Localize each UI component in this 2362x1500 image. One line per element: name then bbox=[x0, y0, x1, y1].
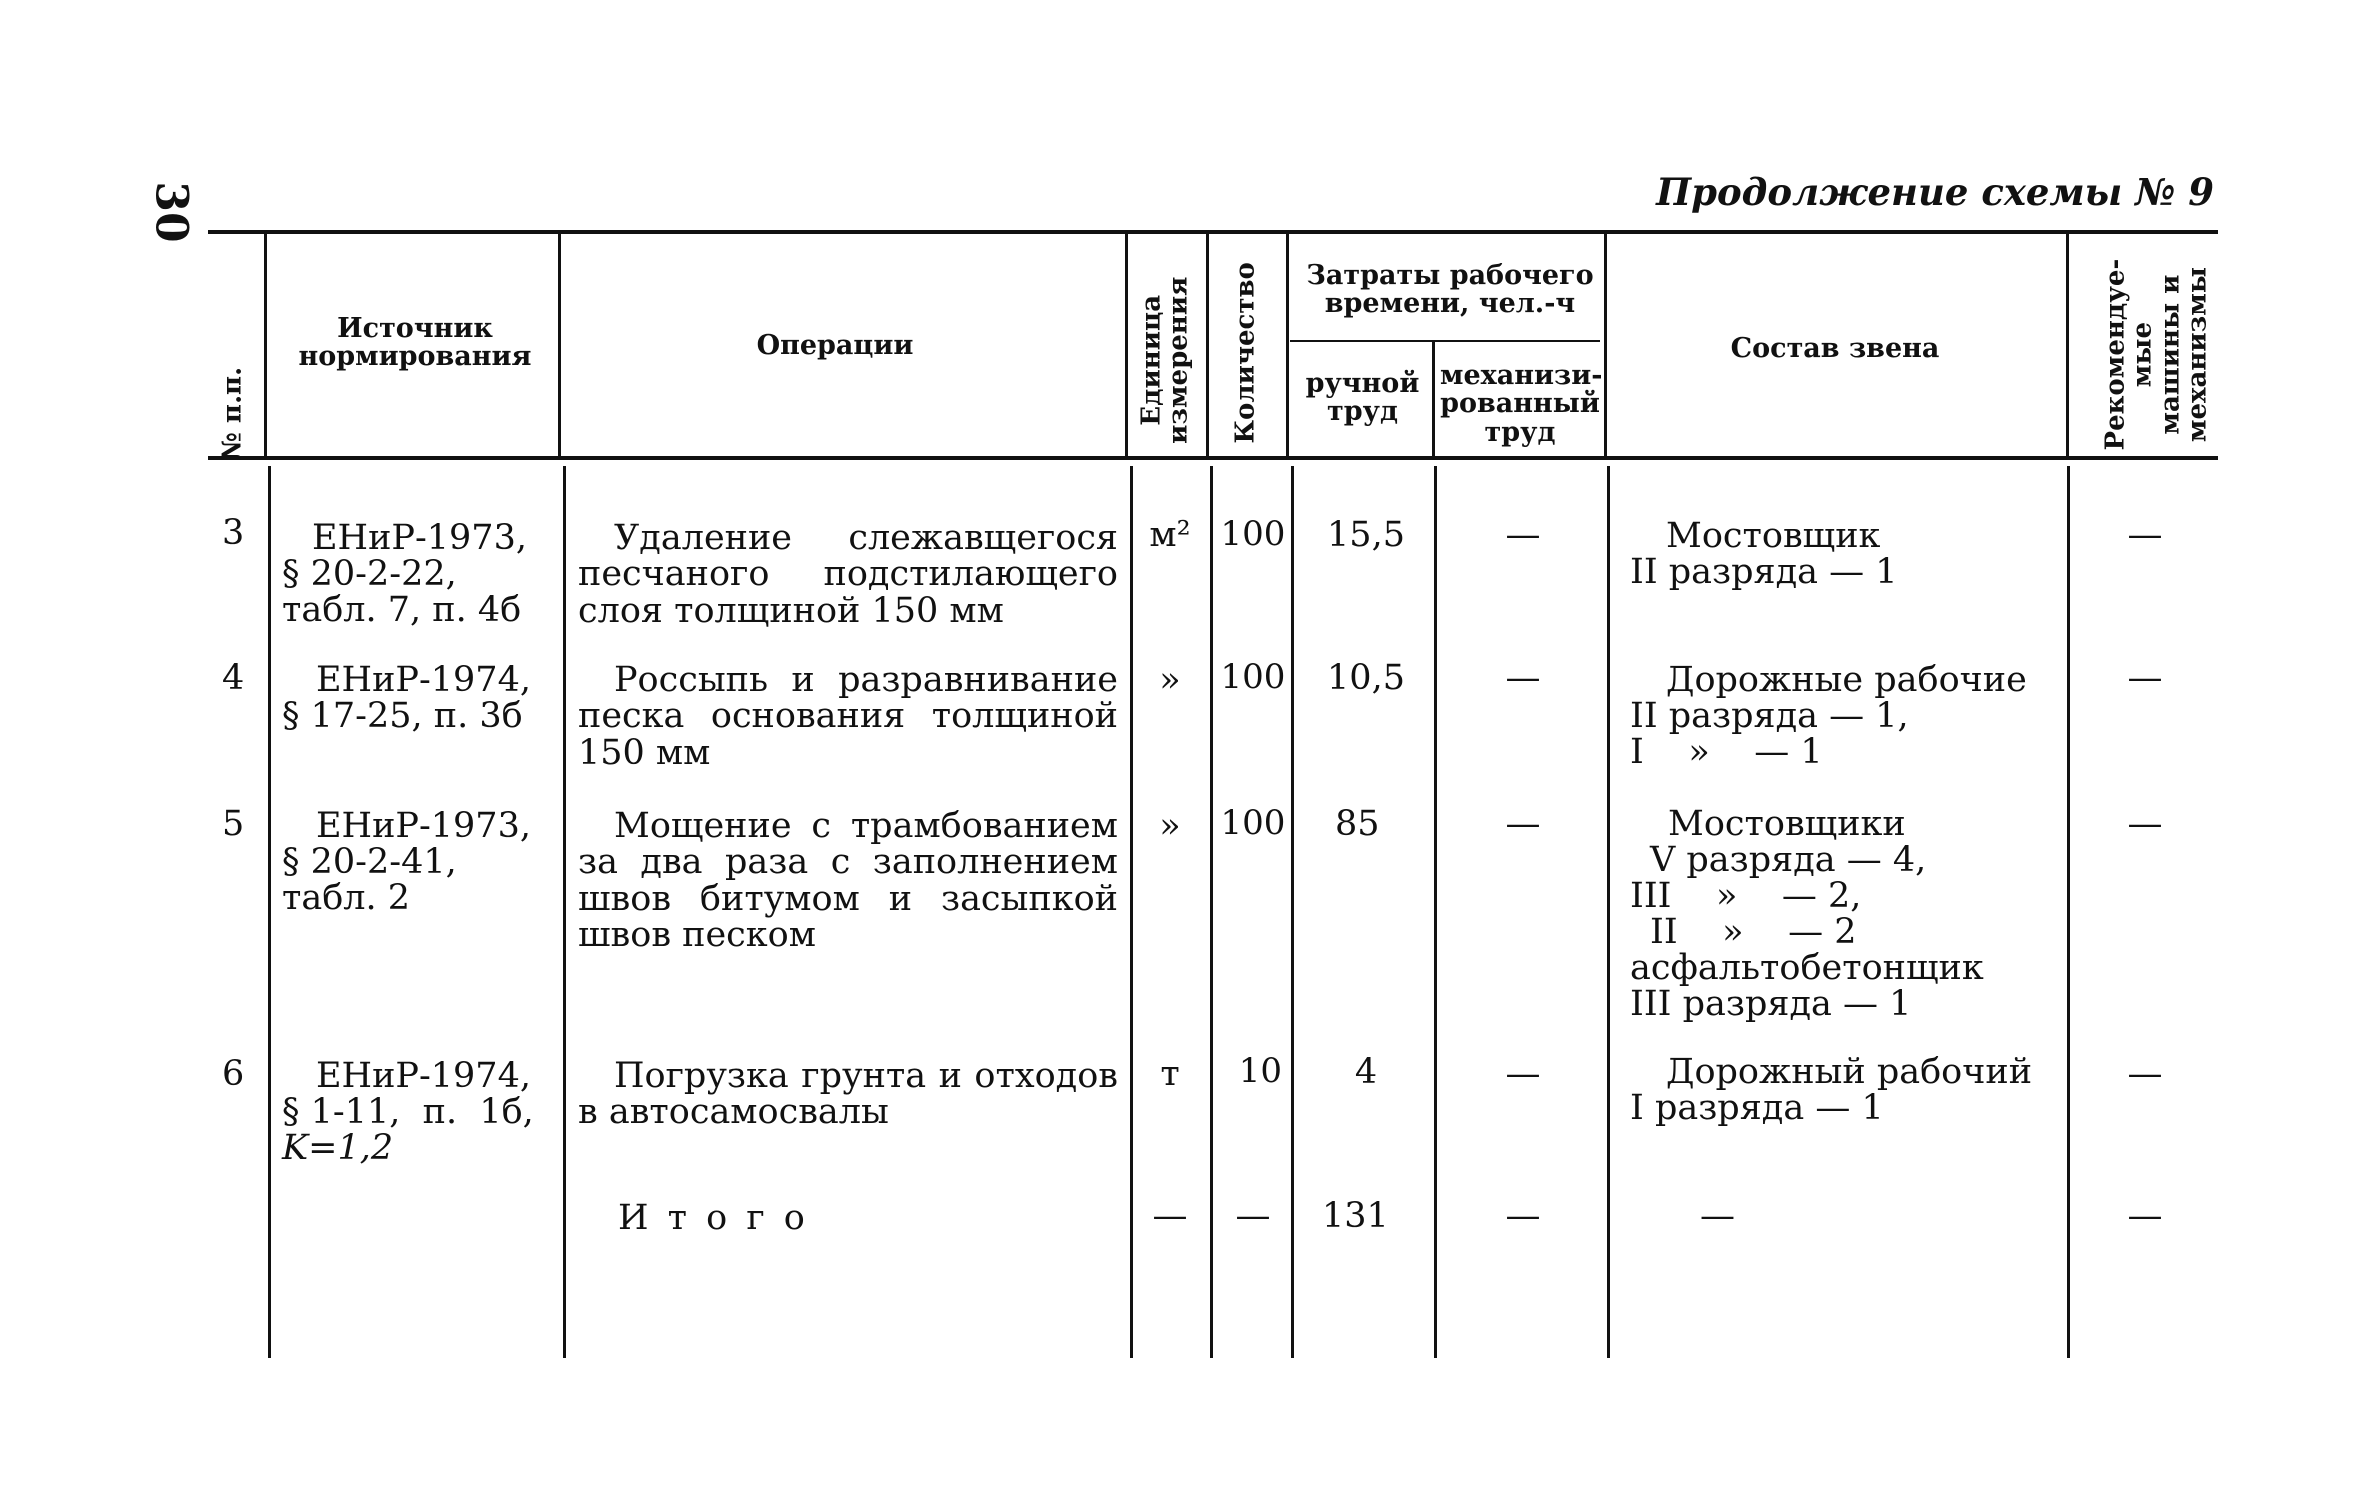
header-col-divider bbox=[1206, 234, 1209, 456]
table-caption: Продолжение схемы № 9 bbox=[1656, 170, 2214, 214]
header-col-divider bbox=[1432, 340, 1435, 456]
row-4-operation: Россыпь и разравнивание песка основания толщиной 150 мм bbox=[578, 660, 1118, 773]
header-mechanized: механизи-рованный труд bbox=[1440, 360, 1603, 448]
header-col-divider bbox=[264, 234, 267, 456]
row-6-source-2: § 1-11, п. 1б, bbox=[282, 1092, 534, 1132]
row-6-mechanized: — bbox=[1505, 1054, 1541, 1094]
row-6-source-1: ЕНиР-1974, bbox=[316, 1056, 531, 1096]
row-5-crew-1: Мостовщики bbox=[1668, 804, 1906, 844]
row-5-quantity: 100 bbox=[1220, 803, 1286, 843]
row-5-unit: » bbox=[1159, 806, 1181, 846]
row-5-mechanized: — bbox=[1505, 804, 1541, 844]
row-5-crew-3: III » — 2, bbox=[1630, 876, 1862, 916]
row-6-quantity: 10 bbox=[1238, 1051, 1282, 1091]
header-machines: Рекомендуе-мые машины и механизмы bbox=[2100, 258, 2213, 451]
row-6-manual: 4 bbox=[1354, 1052, 1378, 1092]
row-6-num: 6 bbox=[222, 1054, 245, 1094]
total-machines: — bbox=[2127, 1196, 2163, 1236]
table-top-rule bbox=[208, 230, 2218, 234]
row-4-machines: — bbox=[2127, 658, 2163, 698]
row-3-operation: Удаление слежавщегося песчаного подстилающего слоя толщиной 150 мм bbox=[578, 518, 1118, 631]
row-6-crew-1: Дорожный рабочий bbox=[1666, 1052, 2033, 1092]
row-6-operation: Погрузка грунта и отходов в автосамосвалы bbox=[578, 1056, 1118, 1133]
row-5-crew-6: III разряда — 1 bbox=[1630, 984, 1912, 1024]
body-col-divider bbox=[2067, 466, 2070, 1358]
row-5-source-3: табл. 2 bbox=[282, 878, 411, 918]
row-4-num: 4 bbox=[222, 658, 245, 698]
header-source: Источник нормирования bbox=[298, 313, 532, 373]
body-col-divider bbox=[563, 466, 566, 1358]
row-3-crew-2: II разряда — 1 bbox=[1630, 552, 1898, 592]
row-5-manual: 85 bbox=[1335, 804, 1380, 844]
header-col-divider bbox=[558, 234, 561, 456]
row-3-source-3: табл. 7, п. 4б bbox=[282, 590, 522, 630]
header-col-divider bbox=[1604, 234, 1607, 456]
body-col-divider bbox=[1210, 466, 1213, 1358]
row-3-num: 3 bbox=[222, 513, 245, 553]
page-number: 30 bbox=[145, 181, 197, 243]
row-5-crew-4: II » — 2 bbox=[1650, 912, 1857, 952]
row-5-num: 5 bbox=[222, 804, 245, 844]
time-costs-divider bbox=[1290, 340, 1600, 342]
header-col-divider bbox=[2066, 234, 2069, 456]
header-unit: Единица измерения bbox=[1136, 276, 1194, 444]
body-col-divider bbox=[268, 466, 271, 1358]
row-4-crew-2: II разряда — 1, bbox=[1630, 696, 1909, 736]
total-unit: — bbox=[1152, 1196, 1188, 1236]
body-col-divider bbox=[1434, 466, 1437, 1358]
total-crew: — bbox=[1700, 1196, 1735, 1236]
row-6-machines: — bbox=[2127, 1054, 2163, 1094]
header-quantity: Количество bbox=[1230, 262, 1261, 444]
row-4-crew-1: Дорожные рабочие bbox=[1666, 660, 2027, 700]
row-4-source-2: § 17-25, п. 3б bbox=[282, 696, 523, 736]
row-4-quantity: 100 bbox=[1220, 657, 1286, 697]
row-5-crew-2: V разряда — 4, bbox=[1650, 840, 1927, 880]
row-3-source-1: ЕНиР-1973, bbox=[312, 518, 527, 558]
row-3-manual: 15,5 bbox=[1327, 515, 1405, 555]
header-crew: Состав звена bbox=[1730, 333, 1940, 364]
total-mechanized: — bbox=[1505, 1196, 1541, 1236]
header-col-divider bbox=[1125, 234, 1128, 456]
row-3-mechanized: — bbox=[1505, 515, 1541, 555]
row-6-crew-2: I разряда — 1 bbox=[1630, 1088, 1884, 1128]
row-5-source-2: § 20-2-41, bbox=[282, 842, 457, 882]
row-6-unit: т bbox=[1160, 1054, 1180, 1094]
row-4-crew-3: I » — 1 bbox=[1630, 732, 1823, 772]
header-time-costs: Затраты рабочего времени, чел.-ч bbox=[1306, 260, 1594, 320]
row-5-machines: — bbox=[2127, 804, 2163, 844]
row-5-operation: Мощение с трамбованием за два раза с заполнением швов битумом и засыпкой швов песком bbox=[578, 806, 1118, 956]
row-3-crew-1: Мостовщик bbox=[1666, 516, 1881, 556]
total-label: И т о г о bbox=[618, 1198, 809, 1238]
row-5-source-1: ЕНиР-1973, bbox=[316, 806, 531, 846]
row-5-crew-5: асфальтобетонщик bbox=[1630, 948, 1984, 988]
row-4-manual: 10,5 bbox=[1327, 658, 1405, 698]
body-col-divider bbox=[1130, 466, 1133, 1358]
row-6-source-3: K=1,2 bbox=[282, 1128, 394, 1168]
row-4-source-1: ЕНиР-1974, bbox=[316, 660, 531, 700]
row-3-source-2: § 20-2-22, bbox=[282, 554, 457, 594]
row-3-unit: м² bbox=[1149, 515, 1191, 555]
total-quantity: — bbox=[1235, 1196, 1271, 1236]
table-header-bottom-rule bbox=[208, 456, 2218, 460]
total-manual: 131 bbox=[1322, 1196, 1389, 1236]
header-col-divider bbox=[1286, 234, 1289, 456]
row-3-machines: — bbox=[2127, 515, 2163, 555]
row-4-unit: » bbox=[1159, 660, 1181, 700]
header-num: № п.п. bbox=[217, 366, 248, 461]
row-4-mechanized: — bbox=[1505, 658, 1541, 698]
row-3-quantity: 100 bbox=[1220, 514, 1286, 554]
header-manual: ручной труд bbox=[1305, 368, 1420, 428]
header-operations: Операции bbox=[756, 330, 914, 361]
